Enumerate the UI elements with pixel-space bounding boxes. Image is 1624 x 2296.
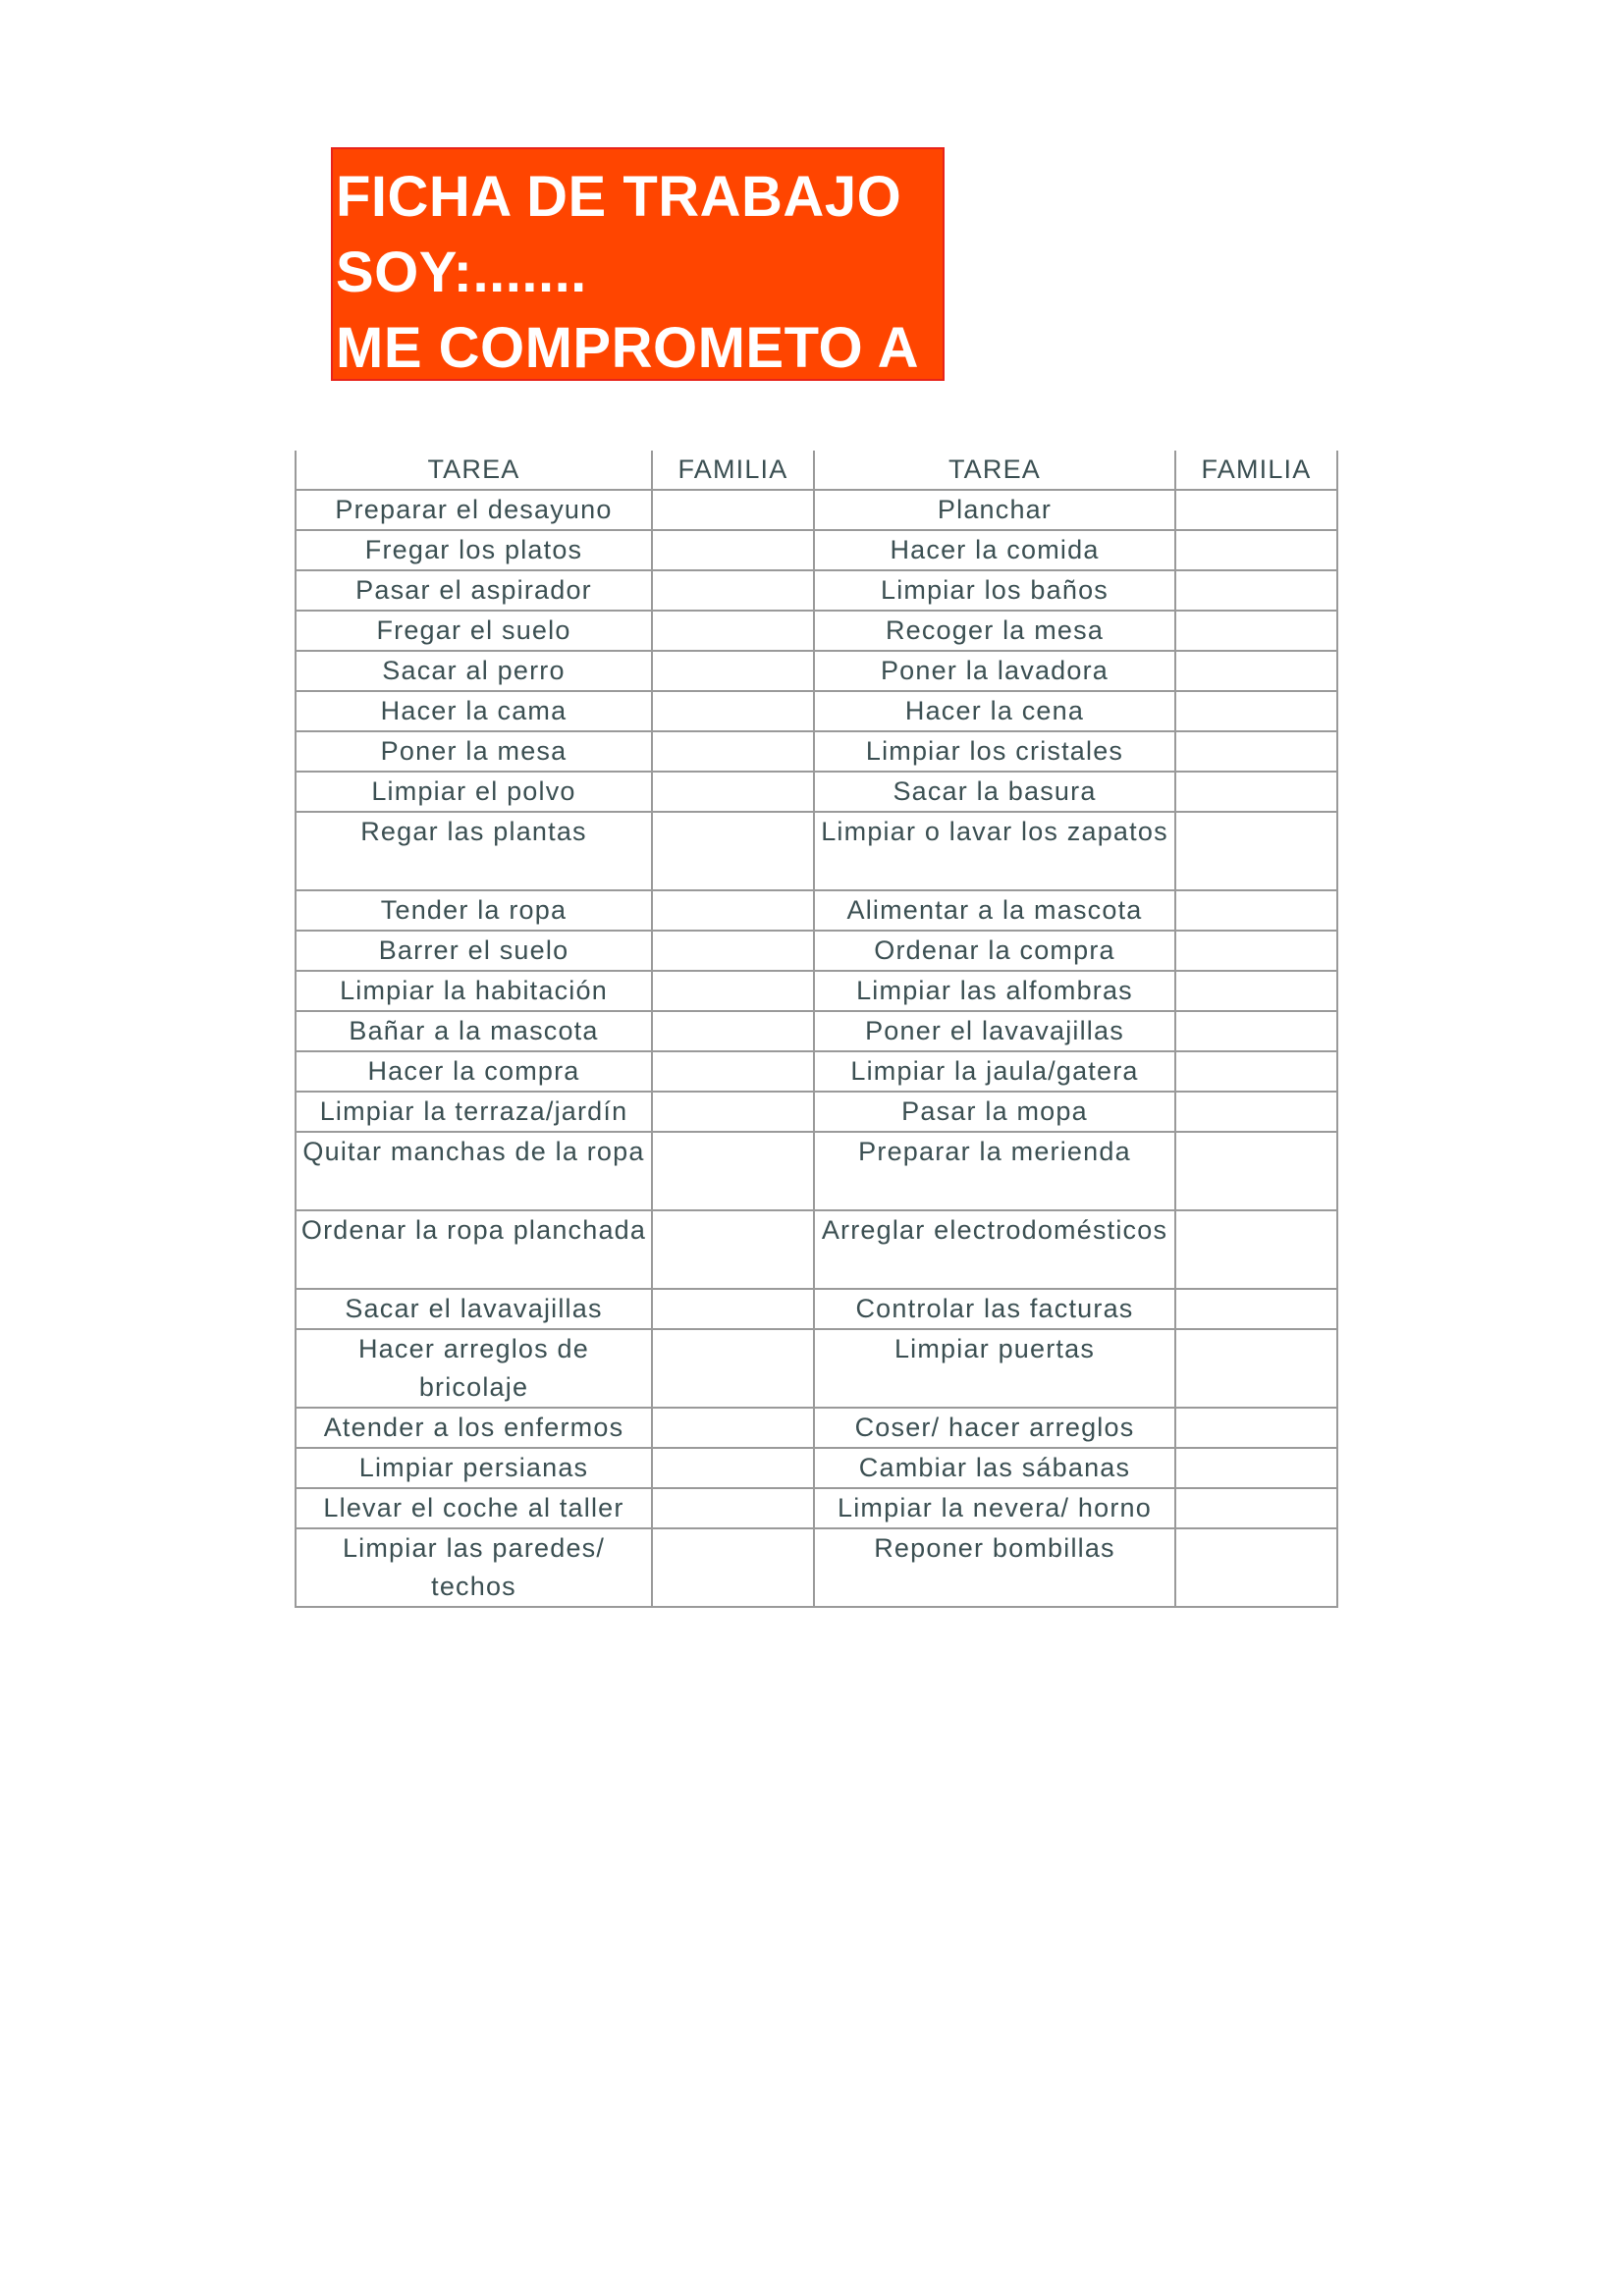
task-cell-left: Fregar el suelo [296, 611, 652, 651]
task-cell-right: Limpiar los baños [814, 570, 1175, 611]
familia-cell-right[interactable] [1175, 1408, 1337, 1448]
task-cell-right: Alimentar a la mascota [814, 890, 1175, 931]
familia-cell-right[interactable] [1175, 772, 1337, 812]
familia-cell-right[interactable] [1175, 490, 1337, 530]
task-cell-right: Poner el lavavajillas [814, 1011, 1175, 1051]
table-row [296, 1488, 1337, 1528]
familia-cell-right[interactable] [1175, 651, 1337, 691]
worksheet-title: FICHA DE TRABAJO [336, 165, 902, 229]
familia-cell-left[interactable] [652, 611, 814, 651]
task-cell-left: Ordenar la ropa planchada [296, 1210, 652, 1289]
familia-cell-right[interactable] [1175, 691, 1337, 731]
table-row [296, 1448, 1337, 1488]
task-cell-right: Limpiar los cristales [814, 731, 1175, 772]
familia-cell-right[interactable] [1175, 1329, 1337, 1408]
table-row [296, 1132, 1337, 1210]
familia-cell-left[interactable] [652, 971, 814, 1011]
task-cell-right: Limpiar la jaula/gatera [814, 1051, 1175, 1092]
task-cell-left: Limpiar la habitación [296, 971, 652, 1011]
familia-cell-right[interactable] [1175, 971, 1337, 1011]
familia-cell-left[interactable] [652, 890, 814, 931]
task-cell-right: Pasar la mopa [814, 1092, 1175, 1132]
task-cell-left: Limpiar la terraza/jardín [296, 1092, 652, 1132]
familia-cell-left[interactable] [652, 570, 814, 611]
familia-cell-right[interactable] [1175, 1092, 1337, 1132]
task-cell-right: Limpiar las alfombras [814, 971, 1175, 1011]
table-row [296, 1051, 1337, 1092]
task-cell-left: Limpiar el polvo [296, 772, 652, 812]
table-row [296, 691, 1337, 731]
task-cell-left: Sacar el lavavajillas [296, 1289, 652, 1329]
task-cell-left: Hacer la cama [296, 691, 652, 731]
familia-cell-left[interactable] [652, 931, 814, 971]
table-row [296, 1408, 1337, 1448]
familia-cell-right[interactable] [1175, 1051, 1337, 1092]
task-cell-right: Coser/ hacer arreglos [814, 1408, 1175, 1448]
task-cell-left: Preparar el desayuno [296, 490, 652, 530]
task-cell-left: Hacer arreglos de bricolaje [296, 1329, 652, 1408]
table-body [296, 490, 1337, 1607]
familia-cell-left[interactable] [652, 1329, 814, 1408]
familia-cell-right[interactable] [1175, 1210, 1337, 1289]
task-cell-right: Reponer bombillas [814, 1528, 1175, 1607]
table-row [296, 490, 1337, 530]
task-cell-left: Limpiar las paredes/ techos [296, 1528, 652, 1607]
table-row [296, 611, 1337, 651]
familia-cell-right[interactable] [1175, 1488, 1337, 1528]
familia-cell-right[interactable] [1175, 1132, 1337, 1210]
familia-cell-right[interactable] [1175, 1289, 1337, 1329]
task-cell-right: Preparar la merienda [814, 1132, 1175, 1210]
task-cell-right: Arreglar electrodomésticos [814, 1210, 1175, 1289]
name-prompt: SOY:....... [336, 240, 587, 304]
chores-table [295, 451, 1338, 1608]
familia-cell-left[interactable] [652, 1210, 814, 1289]
task-cell-right: Limpiar puertas [814, 1329, 1175, 1408]
task-cell-left: Limpiar persianas [296, 1448, 652, 1488]
familia-cell-right[interactable] [1175, 1011, 1337, 1051]
table-row [296, 570, 1337, 611]
familia-cell-right[interactable] [1175, 530, 1337, 570]
familia-cell-left[interactable] [652, 731, 814, 772]
task-cell-right: Hacer la comida [814, 530, 1175, 570]
table-row [296, 971, 1337, 1011]
familia-cell-left[interactable] [652, 651, 814, 691]
familia-cell-right[interactable] [1175, 931, 1337, 971]
table-row [296, 530, 1337, 570]
table-row [296, 1528, 1337, 1607]
familia-cell-right[interactable] [1175, 731, 1337, 772]
task-cell-right: Hacer la cena [814, 691, 1175, 731]
familia-cell-left[interactable] [652, 1448, 814, 1488]
task-cell-left: Barrer el suelo [296, 931, 652, 971]
table-row [296, 1011, 1337, 1051]
task-cell-right: Cambiar las sábanas [814, 1448, 1175, 1488]
familia-cell-left[interactable] [652, 1408, 814, 1448]
familia-cell-left[interactable] [652, 490, 814, 530]
task-cell-left: Atender a los enfermos [296, 1408, 652, 1448]
task-cell-left: Sacar al perro [296, 651, 652, 691]
familia-cell-left[interactable] [652, 1289, 814, 1329]
table-row [296, 812, 1337, 890]
table-row [296, 731, 1337, 772]
familia-cell-left[interactable] [652, 1051, 814, 1092]
familia-cell-right[interactable] [1175, 1528, 1337, 1607]
task-cell-right: Sacar la basura [814, 772, 1175, 812]
task-cell-right: Ordenar la compra [814, 931, 1175, 971]
familia-cell-left[interactable] [652, 1528, 814, 1607]
familia-cell-left[interactable] [652, 1488, 814, 1528]
task-cell-left: Tender la ropa [296, 890, 652, 931]
column-header-tarea-1: TAREA [296, 451, 652, 490]
task-cell-right: Limpiar la nevera/ horno [814, 1488, 1175, 1528]
column-header-familia-2: FAMILIA [1175, 451, 1337, 490]
task-cell-left: Hacer la compra [296, 1051, 652, 1092]
familia-cell-left[interactable] [652, 1132, 814, 1210]
familia-cell-right[interactable] [1175, 890, 1337, 931]
table-header-row [296, 451, 1337, 490]
task-cell-left: Bañar a la mascota [296, 1011, 652, 1051]
commitment-heading: ME COMPROMETO A [336, 316, 919, 380]
table-row [296, 890, 1337, 931]
column-header-familia-1: FAMILIA [652, 451, 814, 490]
familia-cell-right[interactable] [1175, 570, 1337, 611]
task-cell-left: Pasar el aspirador [296, 570, 652, 611]
task-cell-left: Regar las plantas [296, 812, 652, 890]
familia-cell-left[interactable] [652, 772, 814, 812]
familia-cell-left[interactable] [652, 691, 814, 731]
familia-cell-right[interactable] [1175, 1448, 1337, 1488]
task-cell-right: Recoger la mesa [814, 611, 1175, 651]
task-cell-right: Planchar [814, 490, 1175, 530]
task-cell-right: Limpiar o lavar los zapatos [814, 812, 1175, 890]
table-row [296, 931, 1337, 971]
familia-cell-left[interactable] [652, 812, 814, 890]
task-cell-left: Poner la mesa [296, 731, 652, 772]
table-row [296, 1092, 1337, 1132]
familia-cell-right[interactable] [1175, 611, 1337, 651]
worksheet-title-box [331, 147, 945, 381]
familia-cell-left[interactable] [652, 1011, 814, 1051]
task-cell-right: Poner la lavadora [814, 651, 1175, 691]
table-row [296, 1289, 1337, 1329]
table-row [296, 772, 1337, 812]
column-header-tarea-2: TAREA [814, 451, 1175, 490]
familia-cell-right[interactable] [1175, 812, 1337, 890]
task-cell-right: Controlar las facturas [814, 1289, 1175, 1329]
table-row [296, 1210, 1337, 1289]
table-row [296, 651, 1337, 691]
table-row [296, 1329, 1337, 1408]
familia-cell-left[interactable] [652, 1092, 814, 1132]
familia-cell-left[interactable] [652, 530, 814, 570]
task-cell-left: Fregar los platos [296, 530, 652, 570]
task-cell-left: Llevar el coche al taller [296, 1488, 652, 1528]
task-cell-left: Quitar manchas de la ropa [296, 1132, 652, 1210]
